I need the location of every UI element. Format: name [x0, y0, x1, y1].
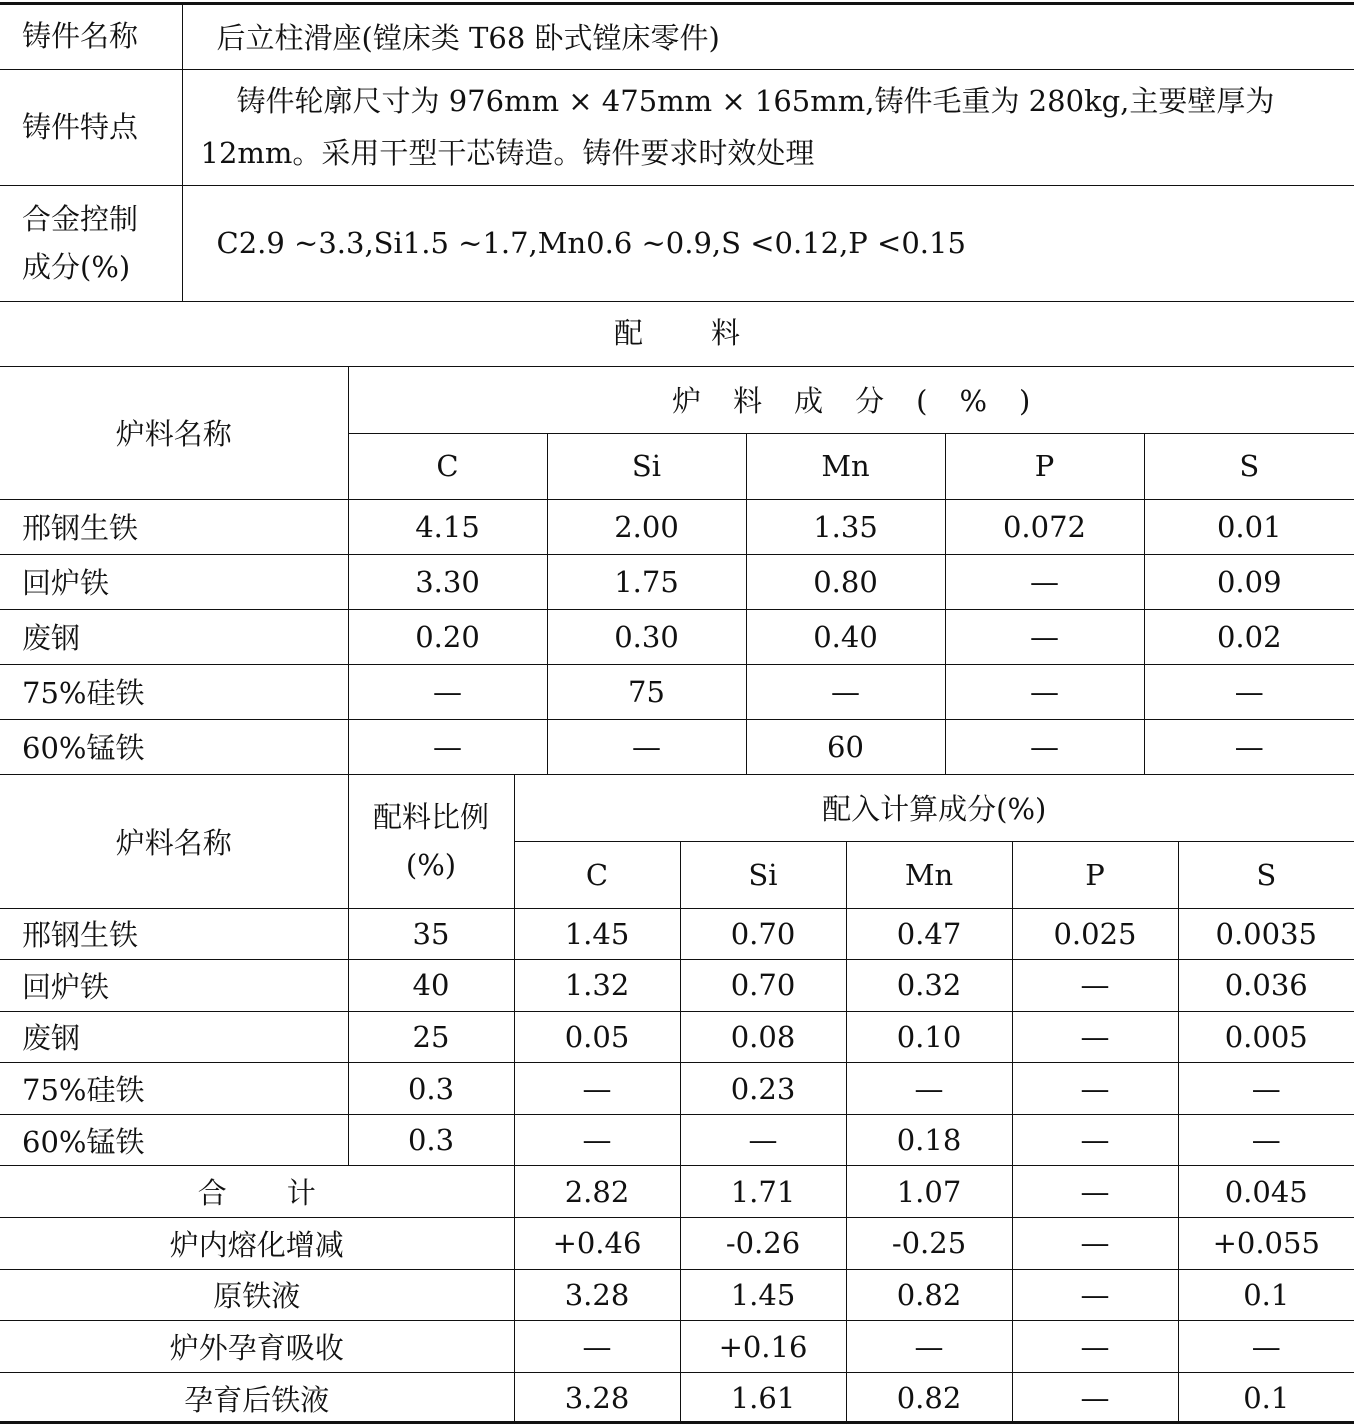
- table-cell: +0.055: [1178, 1218, 1354, 1270]
- alloy-control-label: [0, 185, 182, 301]
- table-cell: 3.28: [514, 1372, 680, 1424]
- alloy-control-value: C2.9 ~3.3,Si1.5 ~1.7,Mn0.6 ~0.9,S <0.12,P <0.15: [182, 185, 1354, 301]
- casting-name-value: 后立柱滑座(镗床类 T68 卧式镗床零件): [182, 4, 1354, 69]
- charge-name: 60%锰铁: [0, 1114, 348, 1166]
- table-cell: 0.005: [1178, 1011, 1354, 1063]
- alloy-control-row: [0, 185, 1354, 301]
- table-cell: 0.80: [746, 554, 945, 609]
- composition-col-header: S: [1144, 433, 1354, 499]
- table-cell: —: [1012, 1011, 1178, 1063]
- charge-name: 邢钢生铁: [0, 499, 348, 554]
- ratio-cell: 40: [348, 960, 514, 1012]
- table-cell: 0.32: [846, 960, 1012, 1012]
- table-cell: 0.47: [846, 908, 1012, 960]
- section-heading: 配料: [0, 300, 1354, 367]
- casting-name-row: [0, 4, 1354, 69]
- composition-col-header: P: [945, 433, 1144, 499]
- table-cell: 0.1: [1243, 1381, 1290, 1416]
- alloy-label-line1: 合金控制: [22, 202, 139, 236]
- summary-label: 合计: [0, 1166, 514, 1218]
- table-cell: —: [514, 1114, 680, 1166]
- table-cell: 0.072: [945, 499, 1144, 554]
- table-cell: —: [1144, 664, 1354, 719]
- batching-calculation-table: [0, 775, 1354, 1424]
- table-cell: —: [514, 1321, 680, 1373]
- charge-composition-table: [0, 367, 1354, 775]
- ratio-header-line1: 配料比例: [372, 800, 489, 835]
- table-cell: 0.0035: [1178, 908, 1354, 960]
- table-cell: 0.05: [514, 1011, 680, 1063]
- table-row: [0, 609, 1354, 664]
- batching-ratio-header: [348, 775, 514, 908]
- table-cell: 0.02: [1144, 609, 1354, 664]
- charge-name: 75%硅铁: [0, 1063, 348, 1115]
- charge-name: 邢钢生铁: [0, 908, 348, 960]
- table-cell: —: [1012, 1114, 1178, 1166]
- table-cell: —: [1012, 1321, 1178, 1373]
- batching-col-header: Mn: [846, 841, 1012, 908]
- table-cell: 3.28: [514, 1269, 680, 1321]
- table-cell: —: [1012, 960, 1178, 1012]
- table-cell: 1.35: [746, 499, 945, 554]
- batching-group-header: 配入计算成分(%): [514, 775, 1354, 841]
- table-cell: —: [846, 1321, 1012, 1373]
- table-cell: —: [945, 719, 1144, 774]
- table-cell: —: [1178, 1114, 1354, 1166]
- table-row: [0, 499, 1354, 554]
- ratio-cell: 25: [348, 1011, 514, 1063]
- batching-col-header: S: [1178, 841, 1354, 908]
- ratio-cell: 0.3: [348, 1063, 514, 1115]
- table-cell: 0.01: [1144, 499, 1354, 554]
- charge-name: 回炉铁: [0, 554, 348, 609]
- batching-name-header: 炉料名称: [0, 775, 348, 908]
- batching-col-header: Si: [680, 841, 846, 908]
- table-cell: 0.036: [1178, 960, 1354, 1012]
- ratio-header-line2: (%): [405, 848, 457, 883]
- charge-name: 75%硅铁: [0, 664, 348, 719]
- table-row: [0, 1011, 1354, 1063]
- table-cell: 0.1: [1178, 1269, 1354, 1321]
- summary-label: 炉外孕育吸收: [0, 1321, 514, 1373]
- table-cell: 2.82: [514, 1166, 680, 1218]
- table-cell: 0.70: [680, 960, 846, 1012]
- table-cell: —: [1144, 719, 1354, 774]
- table-cell: 0.025: [1012, 908, 1178, 960]
- table-cell: —: [1012, 1269, 1178, 1321]
- table-cell: 0.82: [846, 1372, 1012, 1424]
- table-cell: 1.45: [680, 1269, 846, 1321]
- table-cell: 1.75: [547, 554, 746, 609]
- table-cell: 1.71: [680, 1166, 846, 1218]
- casting-name-label: 铸件名称: [0, 4, 182, 69]
- batching-col-header: P: [1012, 841, 1178, 908]
- table-cell: -0.25: [846, 1218, 1012, 1270]
- table-row: [0, 554, 1354, 609]
- table-cell: 0.40: [746, 609, 945, 664]
- composition-col-header: Si: [547, 433, 746, 499]
- table-cell: 0.23: [680, 1063, 846, 1115]
- table-cell: —: [846, 1063, 1012, 1115]
- alloy-label-line2: 成分(%): [22, 250, 131, 284]
- summary-row: [0, 1372, 1354, 1424]
- summary-label: 炉内熔化增减: [0, 1218, 514, 1270]
- charge-name: 60%锰铁: [0, 719, 348, 774]
- charge-name: 回炉铁: [0, 960, 348, 1012]
- table-cell: 2.00: [547, 499, 746, 554]
- table-row: [0, 1114, 1354, 1166]
- composition-col-header: C: [348, 433, 547, 499]
- table-row: [0, 960, 1354, 1012]
- table-cell: 1.61: [680, 1372, 846, 1424]
- table-row: [0, 908, 1354, 960]
- table-cell: 0.20: [348, 609, 547, 664]
- table-cell: 1.07: [846, 1166, 1012, 1218]
- ratio-cell: 0.3: [348, 1114, 514, 1166]
- table-cell: —: [514, 1063, 680, 1115]
- composition-group-header: 炉料成分(%): [348, 367, 1354, 433]
- table-cell: —: [348, 719, 547, 774]
- table-cell: 60: [746, 719, 945, 774]
- batching-header-row: [0, 775, 1354, 841]
- summary-label: 原铁液: [0, 1269, 514, 1321]
- casting-feature-label: 铸件特点: [0, 69, 182, 185]
- charge-name: 废钢: [0, 1011, 348, 1063]
- table-cell: 0.70: [680, 908, 846, 960]
- casting-feature-row: [0, 69, 1354, 185]
- table-cell: +0.46: [514, 1218, 680, 1270]
- table-cell: —: [1012, 1372, 1178, 1424]
- table-row: [0, 664, 1354, 719]
- summary-row: [0, 1321, 1354, 1373]
- table-row: [0, 1063, 1354, 1115]
- table-cell: 4.15: [348, 499, 547, 554]
- table-cell: 0.08: [680, 1011, 846, 1063]
- table-cell: —: [547, 719, 746, 774]
- table-cell: —: [1012, 1166, 1178, 1218]
- table-cell: —: [1012, 1063, 1178, 1115]
- table-cell: 0.09: [1144, 554, 1354, 609]
- casting-info-table: [0, 4, 1354, 302]
- table-cell: 75: [547, 664, 746, 719]
- ratio-cell: 35: [348, 908, 514, 960]
- table-cell: —: [945, 554, 1144, 609]
- table-cell: 1.45: [514, 908, 680, 960]
- summary-row: [0, 1269, 1354, 1321]
- table-cell: —: [1012, 1218, 1178, 1270]
- composition-col-header: Mn: [746, 433, 945, 499]
- table-cell: -0.26: [680, 1218, 846, 1270]
- table-cell: 3.30: [348, 554, 547, 609]
- table-cell: —: [680, 1114, 846, 1166]
- batching-col-header: C: [514, 841, 680, 908]
- table-cell: 0.18: [846, 1114, 1012, 1166]
- composition-header-row: [0, 367, 1354, 433]
- table-cell: —: [945, 664, 1144, 719]
- table-cell: —: [348, 664, 547, 719]
- table-cell: 0.82: [846, 1269, 1012, 1321]
- table-cell: —: [1178, 1321, 1354, 1373]
- composition-name-header: 炉料名称: [0, 367, 348, 499]
- summary-label: 孕育后铁液: [0, 1372, 514, 1424]
- casting-feature-value: 铸件轮廓尺寸为 976mm × 475mm × 165mm,铸件毛重为 280kg,主要壁厚为 12mm。采用干型干芯铸造。铸件要求时效处理: [182, 69, 1354, 185]
- summary-row: [0, 1166, 1354, 1218]
- table-cell: —: [945, 609, 1144, 664]
- table-cell: 1.32: [514, 960, 680, 1012]
- table-cell: 0.10: [846, 1011, 1012, 1063]
- table-cell: —: [746, 664, 945, 719]
- table-cell: +0.16: [680, 1321, 846, 1373]
- charge-name: 废钢: [0, 609, 348, 664]
- table-cell: 0.30: [547, 609, 746, 664]
- table-cell: 0.045: [1178, 1166, 1354, 1218]
- table-row: [0, 719, 1354, 774]
- summary-row: [0, 1218, 1354, 1270]
- table-cell: —: [1178, 1063, 1354, 1115]
